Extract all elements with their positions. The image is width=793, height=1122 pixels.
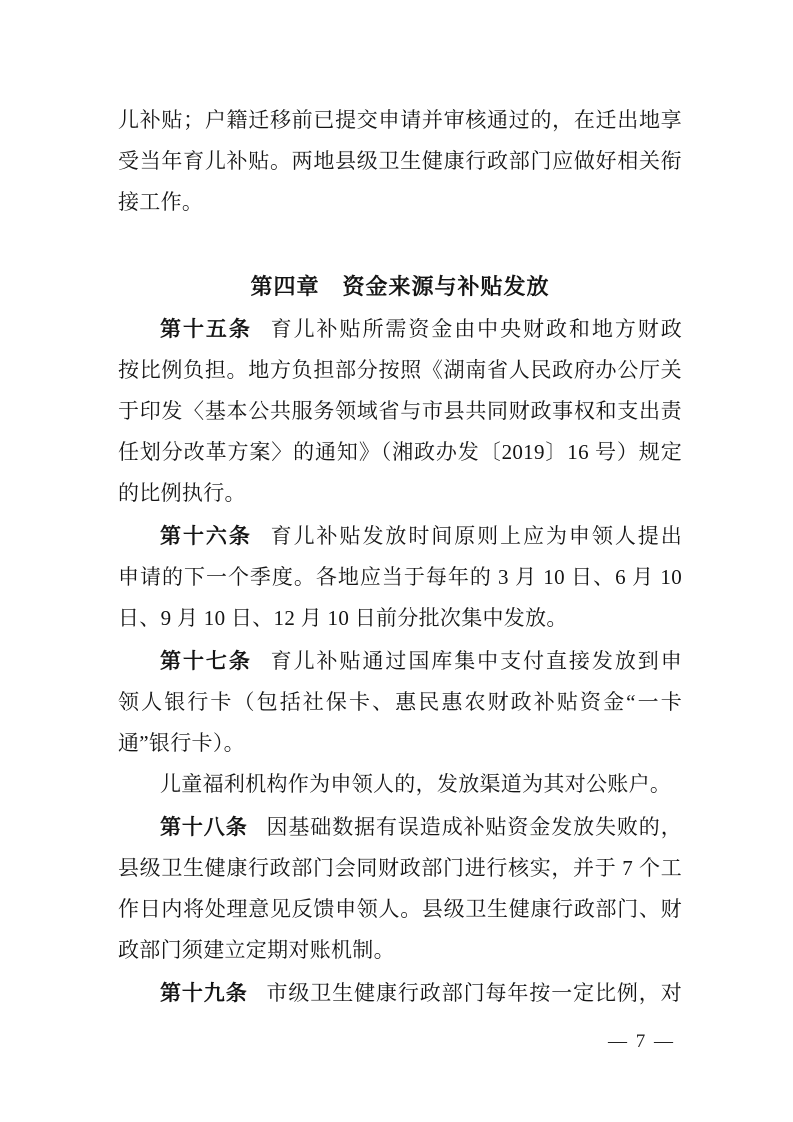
article-number: 第十六条 xyxy=(160,524,252,548)
article-paragraph xyxy=(118,807,682,971)
page-footer xyxy=(608,1030,675,1054)
article-number: 第十八条 xyxy=(160,815,248,839)
article-text: 因基础数据有误造成补贴资金发放失败的， xyxy=(266,815,683,839)
text-line xyxy=(118,516,682,557)
article-number: 第十七条 xyxy=(160,649,252,673)
page-number: — 7 — xyxy=(608,1031,675,1052)
article-text: 市级卫生健康行政部门每年按一定比例，对 xyxy=(266,981,683,1005)
paragraph xyxy=(118,764,682,805)
text-line: 县级卫生健康行政部门会同财政部门进行核实，并于 7 个工 xyxy=(118,856,682,880)
text-line: 申请的下一个季度。各地应当于每年的 3 月 10 日、6 月 10 xyxy=(118,565,682,589)
article-number: 第十九条 xyxy=(160,981,248,1005)
text-line xyxy=(118,309,682,350)
article-number: 第十五条 xyxy=(160,317,252,341)
text-line: 任划分改革方案〉的通知》（湘政办发〔2019〕16 号）规定 xyxy=(118,440,682,464)
text-line: 儿补贴；户籍迁移前已提交申请并审核通过的，在迁出地享 xyxy=(118,108,682,132)
article-text: 育儿补贴通过国库集中支付直接发放到申 xyxy=(270,649,682,673)
text-line: 作日内将处理意见反馈申领人。县级卫生健康行政部门、财 xyxy=(118,897,682,921)
text-line: 日、9 月 10 日、12 月 10 日前分批次集中发放。 xyxy=(118,606,568,630)
article-paragraph xyxy=(118,516,682,639)
article-paragraph xyxy=(118,309,682,514)
article-text: 育儿补贴发放时间原则上应为申领人提出 xyxy=(270,524,682,548)
text-line: 领人银行卡（包括社保卡、惠民惠农财政补贴资金“一卡 xyxy=(118,690,682,714)
text-line: 儿童福利机构作为申领人的，发放渠道为其对公账户。 xyxy=(160,772,672,796)
article-paragraph xyxy=(118,641,682,764)
text-line: 政部门须建立定期对账机制。 xyxy=(118,938,395,962)
text-line: 的比例执行。 xyxy=(118,481,246,505)
text-line xyxy=(118,973,682,1014)
text-line: 按比例负担。地方负担部分按照《湖南省人民政府办公厅关 xyxy=(118,358,682,382)
text-line: 受当年育儿补贴。两地县级卫生健康行政部门应做好相关衔 xyxy=(118,149,682,173)
text-line xyxy=(118,807,682,848)
text-line xyxy=(118,641,682,682)
paragraph xyxy=(118,100,682,223)
chapter-heading: 第四章 资金来源与补贴发放 xyxy=(250,274,550,299)
document-body xyxy=(118,100,682,1014)
text-line: 于印发〈基本公共服务领域省与市县共同财政事权和支出责 xyxy=(118,399,682,423)
text-line: 接工作。 xyxy=(118,190,204,214)
article-text: 育儿补贴所需资金由中央财政和地方财政 xyxy=(270,317,682,341)
text-line: 通”银行卡）。 xyxy=(118,731,245,755)
article-paragraph xyxy=(118,973,682,1014)
